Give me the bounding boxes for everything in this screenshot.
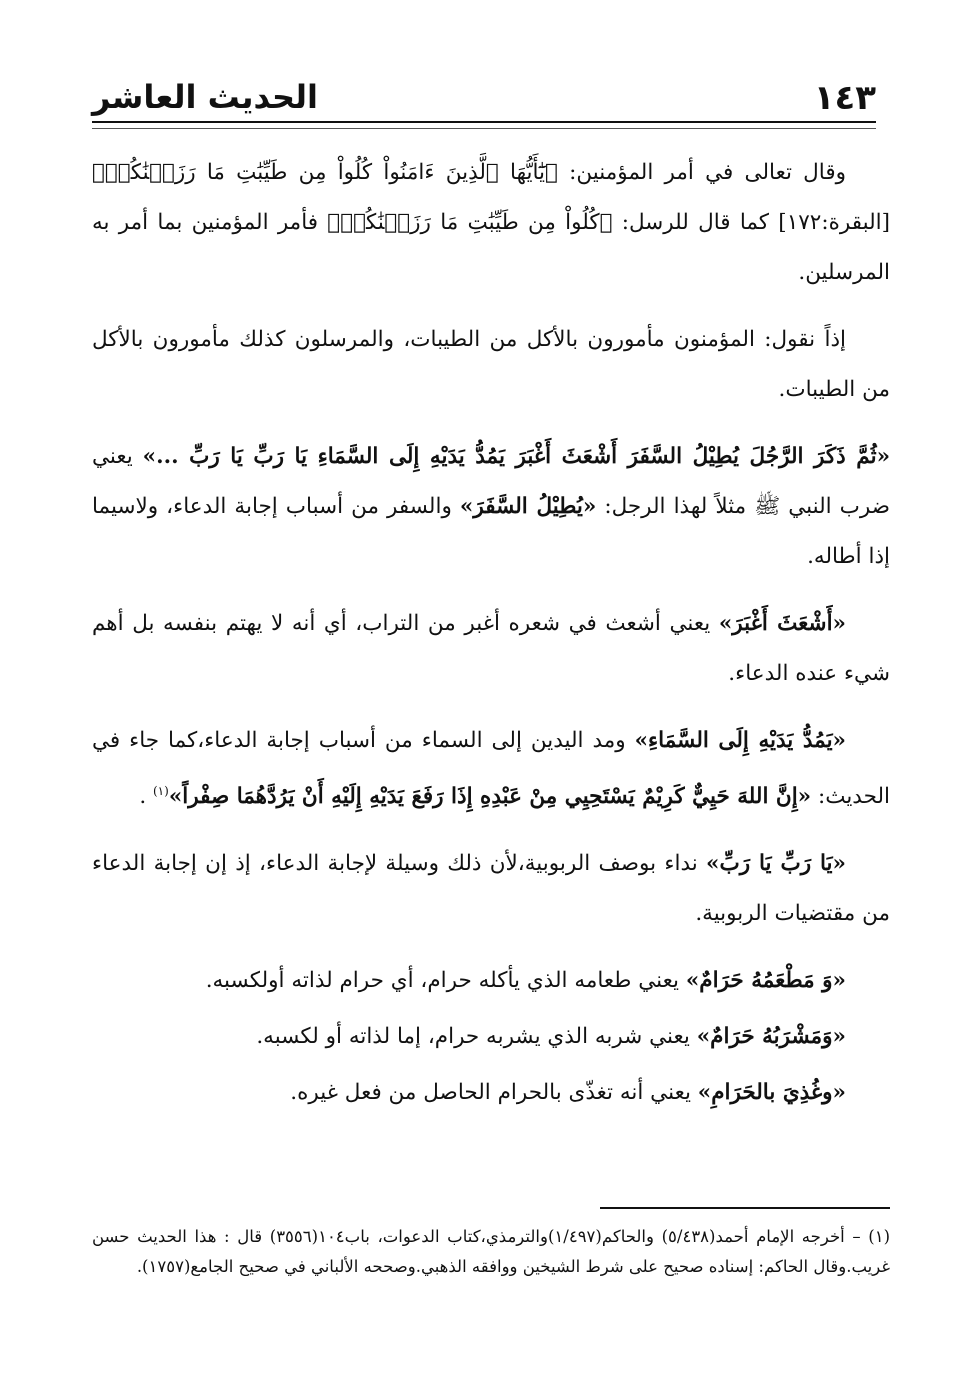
main-text [92,148,890,1124]
paragraph-3-text-a: يعني ضرب النبي ﷺ مثلاً لهذا الرجل: [92,444,891,519]
paragraph-3-text-b: والسفر من أسباب إجابة الدعاء، ولاسيما إذا أطاله. [92,494,890,569]
paragraph-9-text: يعني أنه تغذّى بالحرام الحاصل من فعل غيره. [290,1080,698,1106]
running-title: الحديث العاشر [92,78,318,116]
paragraph-4-text: يعني أشعث في شعره أغبر من التراب، أي أنه لا يهتم بنفسه بل أهم شيء عنده الدعاء. [92,611,890,686]
hadith-quote: «أَشْعَثَ أَغْبَرَ» [718,611,846,636]
hadith-quote: «إِنَّ اللهَ حَيِيٌّ كَرِيْمٌ يَسْتَحِيِي مِنْ عَبْدِهِ إِذَا رَفَعَ يَدَيْهِ إِلَيْهِ أَنْ يَرُدَّهُمَا صِفْراً» [168,784,812,810]
paragraph-3 [92,432,890,582]
footnote-text: (١) – أخرجه الإمام أحمد(٥/٤٣٨) والحاكم(١/٤٩٧)والترمذي،كتاب الدعوات، باب١٠٤(٣٥٥٦) قال : هذا الحديث حسن غريب.وقال الحاكم: إسناده صحيح على شرط الشيخين ووافقه الذهبي.وصححه الألباني في صحيح الجامع(١٧٥٧). [92,1227,890,1276]
header-divider [92,121,876,129]
paragraph-1 [92,148,890,298]
paragraph-7 [92,956,890,1006]
page-number: ١٤٣ [813,78,876,118]
paragraph-6 [92,839,890,939]
hadith-quote: «يُطِيْلُ السَّفَرَ» [459,494,597,519]
paragraph-5-end: . [139,784,153,810]
paragraph-6-text: نداء بوصف الربوبية،لأن ذلك وسيلة لإجابة الدعاء، إذ إن إجابة الدعاء من مقتضيات الربوبية. [92,851,890,927]
footnote-divider [600,1207,890,1209]
paragraph-8-text: يعني شربه الذي يشربه حرام، إما لذاته أو لكسبه. [256,1024,697,1050]
hadith-quote: «ثُمَّ ذَكَرَ الرَّجُلَ يُطِيْلُ السَّفَرَ أَشْعَثَ أَغْبَرَ يَمُدُّ يَدَيْهِ إِلَى السَّمَاءِ يَا رَبِّ يَا رَبِّ ...» [142,444,891,469]
footnote-marker[interactable]: (١) [152,784,169,798]
hadith-quote: «وَمَشْرَبُهُ حَرَامٌ» [696,1024,846,1050]
hadith-quote: «وَ مَطْعَمُهُ حَرَامٌ» [685,968,846,994]
paragraph-9 [92,1068,890,1118]
paragraph-1-text: وقال تعالى في أمر المؤمنين: ﴿يَٰٓأَيُّهَا ٱلَّذِينَ ءَامَنُواْ كُلُواْ مِن طَيِّبَٰتِ مَا رَزَقۡنَٰكُمۡ﴾ [البقرة:١٧٢] كما قال للرسل: ﴿كُلُواْ مِن طَيِّبَٰتِ مَا رَزَقۡنَٰكُمۡ﴾ فأمر المؤمنين بما أمر به المرسلين. [92,160,890,285]
paragraph-2-text: إذاً نقول: المؤمنون مأمورون بالأكل من الطيبات، والمرسلون كذلك مأمورون بالأكل من الطيبات. [92,327,890,402]
paragraph-5 [92,716,890,822]
hadith-quote: «يَا رَبِّ يَا رَبِّ» [706,851,846,877]
paragraph-4 [92,599,890,699]
paragraph-8 [92,1012,890,1062]
paragraph-2 [92,315,890,415]
footnote [92,1222,890,1282]
page-header [92,78,876,122]
paragraph-7-text: يعني طعامه الذي يأكله حرام، أي حرام لذاته أولكسبه. [205,968,686,994]
paragraph-5-text: ومد اليدين إلى السماء من أسباب إجابة الدعاء،كما جاء في الحديث: [92,728,890,810]
hadith-quote: «يَمُدُّ يَدَيْهِ إِلَى السَّمَاءِ» [634,728,846,753]
hadith-quote: «وغُذِيَ بالحَرَامِ» [697,1080,846,1106]
